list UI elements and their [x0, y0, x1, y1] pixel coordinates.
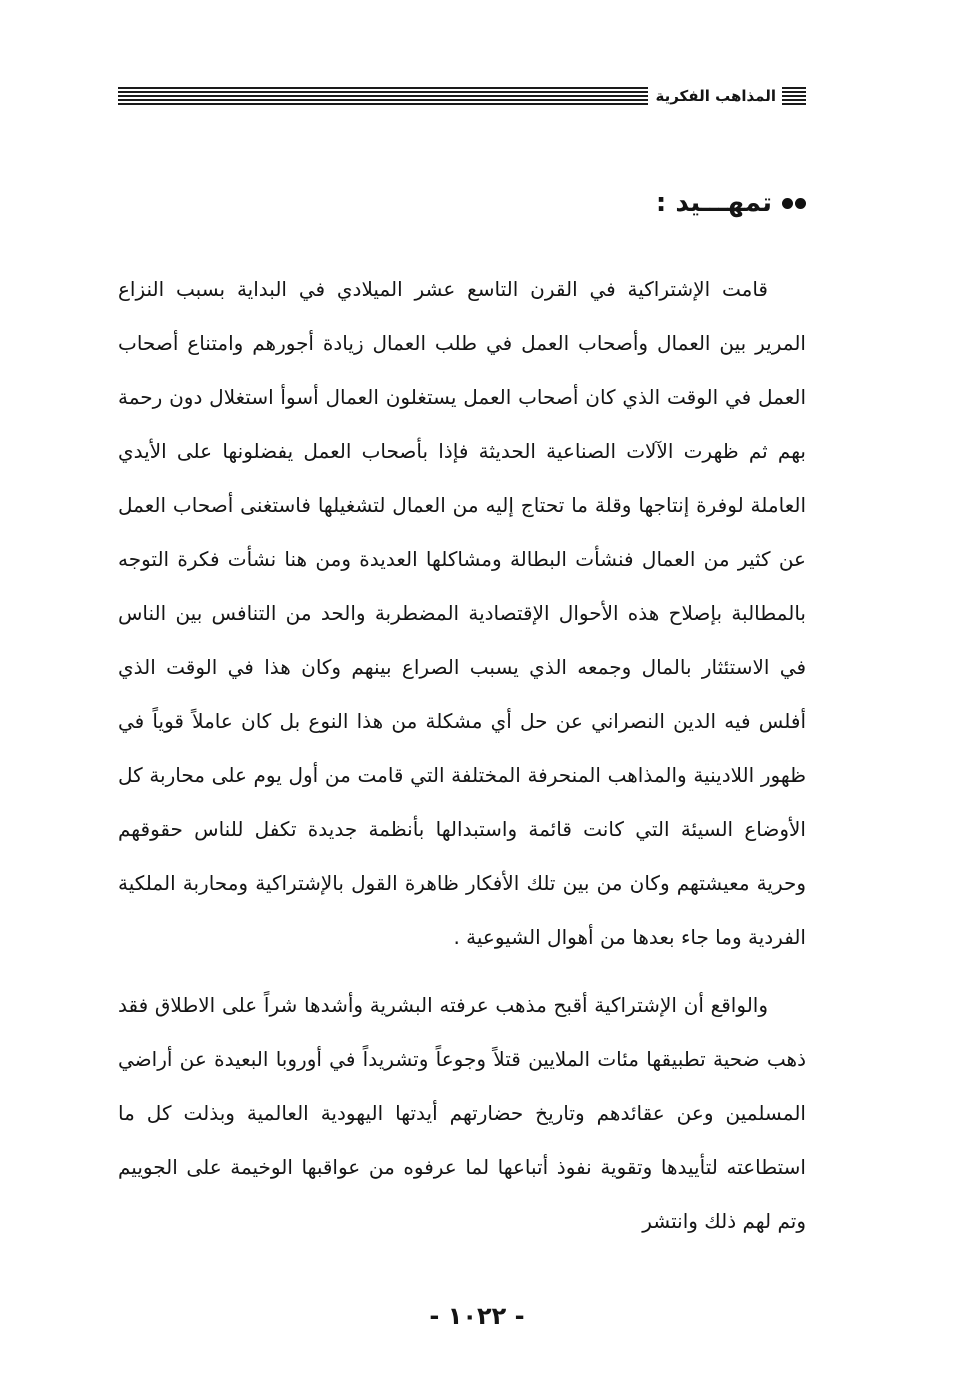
header-title: المذاهب الفكرية	[655, 87, 776, 105]
paragraph-1: قامت الإشتراكية في القرن التاسع عشر الميلادي في البداية بسبب النزاع المرير بين العمال وأصحاب العمل في طلب العمال زيادة أجورهم وامتناع أصحاب العمل في الوقت الذي كان أصحاب العمل يستغلون العمال أسوأ استغلال دون رحمة بهم ثم ظهرت الآلات الصناعية الحديثة فإذا بأصحاب العمل يفضلونها على الأيدي العاملة لوفرة إنتاجها وقلة ما تحتاج إليه من العمال لتشغيلها فاستغنى أصحاب العمل عن كثير من العمال فنشأت البطالة ومشاكلها العديدة ومن هنا نشأت فكرة التوجه بالمطالبة بإصلاح هذه الأحوال الإقتصادية المضطربة والحد من التنافس بين الناس في الاستئثار بالمال وجمعه الذي يسبب الصراع بينهم وكان هذا في الوقت الذي أفلس فيه الدين النصراني عن حل أي مشكلة من هذا النوع بل كان عاملاً قوياً في ظهور اللادينية والمذاهب المنحرفة المختلفة التي قامت من أول يوم على محاربة كل الأوضاع السيئة التي كانت قائمة واستبدالها بأنظمة جديدة تكفل للناس حقوقهم وحرية معيشتهم وكان من بين تلك الأفكار ظاهرة القول بالإشتراكية ومحاربة الملكية الفردية وما جاء بعدها من أهوال الشيوعية .	[118, 277, 806, 949]
section-heading	[656, 188, 806, 218]
double-bullet-icon	[782, 198, 806, 209]
running-header	[118, 84, 806, 108]
header-rule-short	[782, 87, 806, 105]
body-text	[118, 262, 806, 1248]
page-number: - ١٠٢٢ -	[429, 1302, 525, 1330]
paragraph-2: والواقع أن الإشتراكية أقبح مذهب عرفته البشرية وأشدها شراً على الاطلاق فقد ذهب ضحية تطبيقها مئات الملايين قتلاً وجوعاً وتشريداً في أوروبا البعيدة عن أراضي المسلمين وعن عقائدهم وتاريخ حضارتهم أيدتها اليهودية العالمية وبذلت كل ما استطاعته لتأييدها وتقوية نفوذ أتباعها لما عرفوه من عواقبها الوخيمة على الجوييم وتم لهم ذلك وانتشر	[118, 993, 806, 1233]
section-heading-text: تمهـــيد :	[655, 188, 772, 218]
header-rule-long	[118, 87, 648, 105]
